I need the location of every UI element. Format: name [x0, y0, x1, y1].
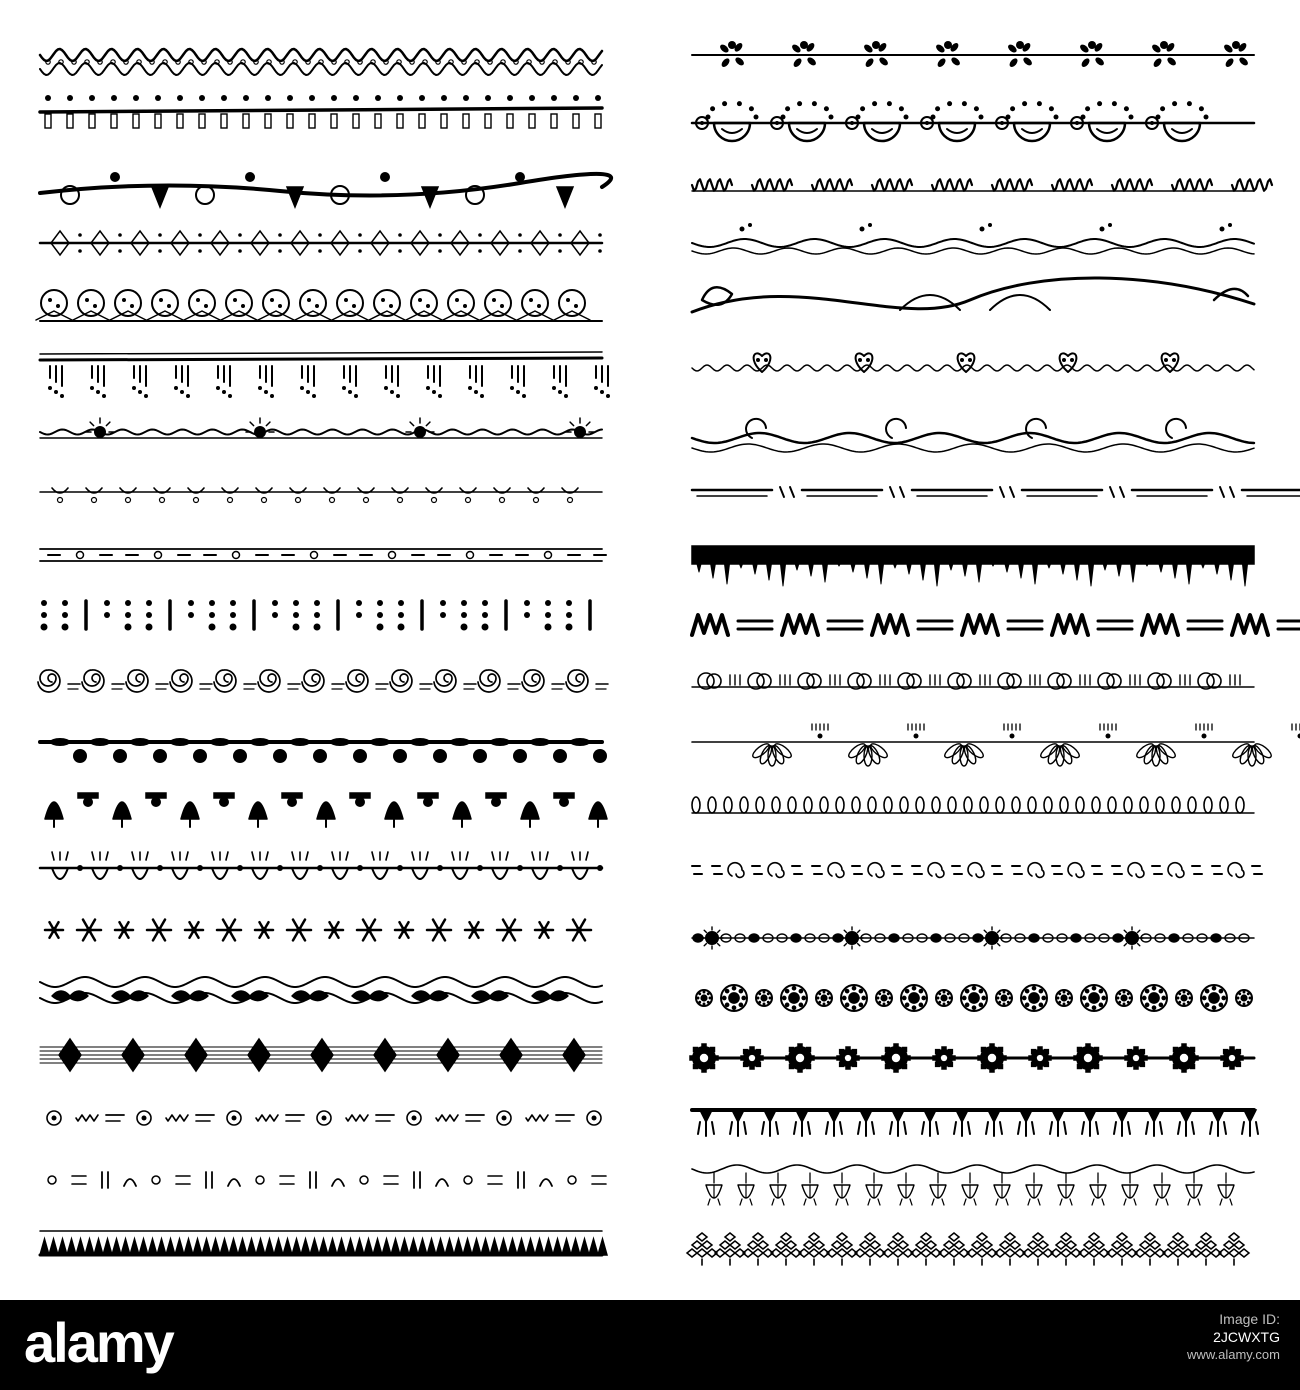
right-lattice-border	[687, 1233, 1249, 1265]
right-scribble-line	[692, 179, 1272, 191]
left-sun-squiggle-line	[40, 418, 602, 438]
alamy-logo	[24, 1314, 224, 1376]
left-diamond-dots-line	[40, 231, 602, 255]
right-rosette-line	[696, 985, 1252, 1011]
site-url[interactable]	[1187, 1346, 1280, 1364]
left-exclamation-dots	[41, 600, 591, 631]
left-mustache-wave-line	[40, 977, 602, 1003]
left-bell-pendant-line	[45, 793, 607, 827]
left-scale-pattern-border	[36, 290, 602, 321]
right-bead-chain-line	[692, 927, 1254, 949]
image-meta	[1187, 1310, 1280, 1364]
left-diamond-grid-line	[40, 1039, 602, 1071]
right-curl-swash-line	[692, 419, 1254, 452]
right-paisley-swash	[692, 278, 1254, 312]
left-triangle-fringe	[40, 1231, 607, 1255]
image-id-value: 2JCWXTG	[1213, 1329, 1280, 1345]
image-id-line	[1187, 1310, 1280, 1328]
right-heart-flourish-line	[692, 353, 1254, 372]
right-leaf-sprig-line	[692, 724, 1300, 766]
right-curl-knot-line	[692, 863, 1262, 878]
right-tulip-garland	[692, 1165, 1254, 1205]
left-flower-bead-line	[40, 738, 607, 763]
right-half-sun-bead-line	[692, 101, 1254, 141]
right-gear-bead-line	[690, 1044, 1254, 1072]
right-loop-chain-line	[692, 797, 1254, 813]
footer-bar	[0, 1300, 1300, 1390]
image-id-label: Image ID:	[1219, 1311, 1280, 1327]
left-drop-dots-line	[40, 95, 602, 128]
left-swirl-doodle-line	[47, 1111, 601, 1125]
right-coil-dots-line	[692, 673, 1254, 689]
left-mini-doodle-line	[40, 488, 602, 503]
right-tassel-fringe-line	[692, 1110, 1258, 1136]
left-wavy-scallop-border	[40, 49, 602, 75]
right-floral-sprig-line	[692, 41, 1254, 68]
left-bulb-garland	[40, 852, 603, 879]
left-drip-tassel-line	[40, 352, 610, 398]
left-glyph-doodle-line	[48, 1172, 606, 1188]
svg-text:alamy: alamy	[24, 1314, 173, 1374]
right-splash-wave-line	[692, 223, 1254, 254]
left-double-line-dots	[40, 549, 606, 561]
left-snowflake-star-line	[45, 920, 591, 941]
left-pennant-garland	[40, 172, 611, 207]
right-dash-stroke-line	[692, 487, 1300, 497]
right-zigzag-letter-line	[692, 615, 1300, 635]
site-url-text: www.alamy.com	[1187, 1347, 1280, 1362]
right-ink-drip-bar	[692, 546, 1254, 586]
image-id-value-line	[1187, 1328, 1280, 1346]
left-spiral-doodle-line	[38, 670, 608, 692]
